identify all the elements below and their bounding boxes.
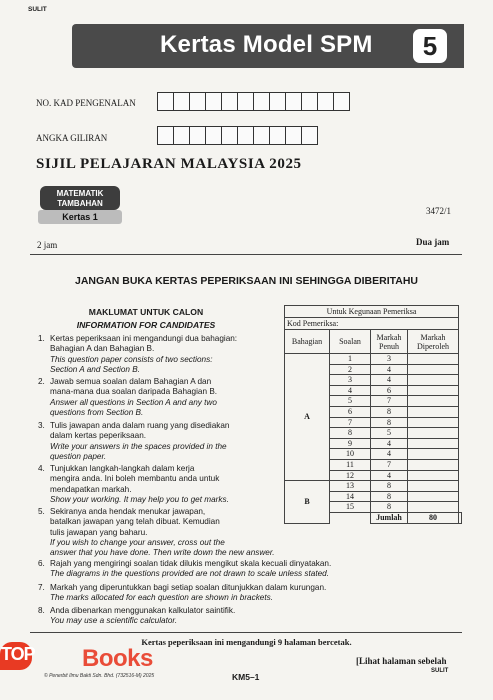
instruction-ms-line: tulis jawapan yang baharu. bbox=[50, 527, 148, 537]
markah-diperoleh-cell[interactable] bbox=[408, 481, 459, 492]
angka-digit-box[interactable] bbox=[173, 126, 190, 145]
ic-digit-box[interactable] bbox=[221, 92, 238, 111]
markah-diperoleh-cell[interactable] bbox=[408, 459, 459, 470]
markah-penuh-cell: 4 bbox=[371, 449, 408, 460]
footer-sulit: SULIT bbox=[431, 668, 449, 674]
sulit-label: SULIT bbox=[28, 6, 47, 13]
soalan-cell: 11 bbox=[330, 459, 371, 470]
instruction-number: 5. bbox=[38, 507, 45, 516]
instruction-item bbox=[38, 583, 478, 604]
instruction-en-line: You may use a scientific calculator. bbox=[50, 616, 178, 626]
table-title: Untuk Kegunaan Pemeriksa bbox=[285, 306, 459, 318]
instruction-number: 6. bbox=[38, 559, 45, 568]
total-obtained-cell[interactable] bbox=[459, 512, 462, 523]
markah-diperoleh-cell[interactable] bbox=[408, 502, 459, 513]
instruction-ms-line: mendapatkan markah. bbox=[50, 484, 132, 494]
instruction-en-line: Write your answers in the spaces provided in the bbox=[50, 441, 227, 451]
instruction-item bbox=[38, 559, 478, 580]
instruction-en-line: If you wish to change your answer, cross out the bbox=[50, 537, 225, 547]
soalan-cell: 6 bbox=[330, 406, 371, 417]
soalan-cell: 9 bbox=[330, 438, 371, 449]
info-heading-ms: MAKLUMAT UNTUK CALON bbox=[88, 307, 204, 317]
markah-penuh-cell: 4 bbox=[371, 470, 408, 481]
next-page-note: [Lihat halaman sebelah bbox=[356, 656, 447, 666]
markah-penuh-cell: 8 bbox=[371, 502, 408, 513]
instruction-number: 4. bbox=[38, 464, 45, 473]
markah-diperoleh-cell[interactable] bbox=[408, 375, 459, 386]
instruction-number: 7. bbox=[38, 583, 45, 592]
markah-diperoleh-cell[interactable] bbox=[408, 491, 459, 502]
ic-digit-box[interactable] bbox=[253, 92, 270, 111]
ic-digit-box[interactable] bbox=[333, 92, 350, 111]
ic-digit-box[interactable] bbox=[189, 92, 206, 111]
subject-line2: TAMBAHAN bbox=[57, 199, 103, 208]
kod-pemeriksa: Kod Pemeriksa: bbox=[285, 318, 459, 330]
markah-penuh-cell: 8 bbox=[371, 481, 408, 492]
pages-note: Kertas peperiksaan ini mengandungi 9 halaman bercetak. bbox=[141, 637, 352, 647]
divider-top bbox=[30, 254, 462, 255]
watermark-top: TOP bbox=[1, 644, 35, 664]
angka-digit-box[interactable] bbox=[285, 126, 302, 145]
divider-bottom bbox=[30, 632, 462, 633]
angka-digit-box[interactable] bbox=[237, 126, 254, 145]
instruction-ms-line: Markah yang diperuntukkan bagi setiap soalan ditunjukkan dalam kurungan. bbox=[50, 583, 327, 592]
instruction-ms-line: Bahagian A dan Bahagian B. bbox=[50, 344, 155, 354]
markah-penuh-cell: 7 bbox=[371, 396, 408, 407]
soalan-cell: 3 bbox=[330, 375, 371, 386]
instruction-ms-line: Rajah yang mengiringi soalan tidak dilukis mengikut skala kecuali dinyatakan. bbox=[50, 559, 332, 568]
markah-penuh-cell: 4 bbox=[371, 438, 408, 449]
markah-diperoleh-cell[interactable] bbox=[408, 396, 459, 407]
angka-digit-box[interactable] bbox=[269, 126, 286, 145]
instruction-ms-line: Anda dibenarkan menggunakan kalkulator saintifik. bbox=[50, 606, 236, 615]
instruction-ms-line: dalam kertas peperiksaan. bbox=[50, 431, 147, 441]
instruction-number: 1. bbox=[38, 334, 45, 343]
subject-line1: MATEMATIK bbox=[56, 189, 104, 198]
duration-right: Dua jam bbox=[416, 237, 450, 247]
instruction-en-line: question paper. bbox=[50, 451, 107, 461]
instruction-number: 2. bbox=[38, 377, 45, 386]
markah-diperoleh-cell[interactable] bbox=[408, 385, 459, 396]
markah-penuh-cell: 7 bbox=[371, 459, 408, 470]
markah-penuh-cell: 8 bbox=[371, 406, 408, 417]
header-markah-penuh: Markah Penuh bbox=[371, 330, 408, 354]
soalan-cell: 7 bbox=[330, 417, 371, 428]
instruction-en-line: Answer all questions in Section A and any two bbox=[50, 397, 217, 407]
angka-digit-box[interactable] bbox=[205, 126, 222, 145]
instruction-number: 8. bbox=[38, 606, 45, 615]
angka-digit-box[interactable] bbox=[189, 126, 206, 145]
soalan-cell: 14 bbox=[330, 491, 371, 502]
soalan-cell: 13 bbox=[330, 481, 371, 492]
instruction-ms-line: Tulis jawapan anda dalam ruang yang disediakan bbox=[50, 421, 230, 430]
copyright: © Penerbit Ilmu Bakti Sdn. Bhd. (732516-M) 2025 bbox=[44, 673, 155, 679]
instruction-en-line: answer that you have done. Then write down the new answer. bbox=[50, 548, 275, 558]
ic-digit-box[interactable] bbox=[157, 92, 174, 111]
markah-diperoleh-cell[interactable] bbox=[408, 449, 459, 460]
instruction-ms-line: Kertas peperiksaan ini mengandungi dua bahagian: bbox=[50, 334, 238, 343]
exam-title: SIJIL PELAJARAN MALAYSIA 2025 bbox=[36, 156, 302, 172]
total-spacer bbox=[330, 512, 371, 523]
info-heading-en: INFORMATION FOR CANDIDATES bbox=[76, 320, 216, 330]
angka-digit-box[interactable] bbox=[253, 126, 270, 145]
ic-digit-box[interactable] bbox=[285, 92, 302, 111]
header-bahagian: Bahagian bbox=[285, 330, 330, 354]
ic-label: NO. KAD PENGENALAN bbox=[36, 98, 136, 108]
angka-giliran-grid[interactable] bbox=[157, 126, 317, 145]
table-row bbox=[285, 481, 462, 492]
markah-penuh-cell: 4 bbox=[371, 364, 408, 375]
markah-diperoleh-cell[interactable] bbox=[408, 438, 459, 449]
ic-digit-box[interactable] bbox=[317, 92, 334, 111]
angka-digit-box[interactable] bbox=[301, 126, 318, 145]
banner-title: Kertas Model SPM bbox=[160, 31, 373, 58]
soalan-cell: 8 bbox=[330, 428, 371, 439]
total-label: Jumlah bbox=[371, 512, 408, 523]
instruction-ms-line: Tunjukkan langkah-langkah dalam kerja bbox=[50, 464, 195, 473]
soalan-cell: 4 bbox=[330, 385, 371, 396]
ic-digit-box[interactable] bbox=[173, 92, 190, 111]
instruction-ms-line: mengira anda. Ini boleh membantu anda untuk bbox=[50, 474, 220, 484]
soalan-cell: 5 bbox=[330, 396, 371, 407]
soalan-cell: 10 bbox=[330, 449, 371, 460]
instruction-ms-line: batalkan jawapan yang telah dibuat. Kemudian bbox=[50, 517, 220, 527]
section-a-cell: A bbox=[285, 354, 330, 481]
markah-diperoleh-cell[interactable] bbox=[408, 354, 459, 365]
soalan-cell: 12 bbox=[330, 470, 371, 481]
instruction-en-line: Section A and Section B. bbox=[50, 364, 140, 374]
instruction-item bbox=[38, 606, 478, 627]
header-markah-diperoleh: Markah Diperoleh bbox=[408, 330, 459, 354]
instruction-en-line: Show your working. It may help you to get marks. bbox=[50, 494, 229, 504]
header-soalan: Soalan bbox=[330, 330, 371, 354]
angka-label: ANGKA GILIRAN bbox=[36, 133, 108, 143]
ic-number-grid[interactable] bbox=[157, 92, 349, 111]
paper-code: 3472/1 bbox=[426, 206, 452, 216]
duration-left: 2 jam bbox=[37, 240, 58, 250]
markah-penuh-cell: 8 bbox=[371, 417, 408, 428]
markah-penuh-cell: 4 bbox=[371, 375, 408, 386]
instruction-number: 3. bbox=[38, 421, 45, 430]
angka-digit-box[interactable] bbox=[221, 126, 238, 145]
instruction-ms-line: Sekiranya anda hendak menukar jawapan, bbox=[50, 507, 206, 516]
instruction-en-line: questions from Section B. bbox=[50, 407, 144, 417]
paper-badge: Kertas 1 bbox=[38, 210, 122, 224]
markah-diperoleh-cell[interactable] bbox=[408, 417, 459, 428]
markah-diperoleh-cell[interactable] bbox=[408, 406, 459, 417]
examiner-table bbox=[284, 305, 462, 524]
instruction-en-line: The diagrams in the questions provided are not drawn to scale unless stated. bbox=[50, 569, 329, 579]
markah-penuh-cell: 5 bbox=[371, 428, 408, 439]
markah-diperoleh-cell[interactable] bbox=[408, 470, 459, 481]
banner-number: 5 bbox=[413, 29, 447, 63]
markah-diperoleh-cell[interactable] bbox=[408, 428, 459, 439]
markah-diperoleh-cell[interactable] bbox=[408, 364, 459, 375]
instruction-en-line: This question paper consists of two sections: bbox=[50, 354, 213, 364]
subject-badge bbox=[40, 186, 120, 210]
soalan-cell: 15 bbox=[330, 502, 371, 513]
angka-digit-box[interactable] bbox=[157, 126, 174, 145]
ic-digit-box[interactable] bbox=[237, 92, 254, 111]
total-value: 80 bbox=[408, 512, 459, 523]
warning-text: JANGAN BUKA KERTAS PEPERIKSAAN INI SEHINGGA DIBERITAHU bbox=[74, 275, 419, 287]
watermark-books: Books bbox=[82, 645, 153, 672]
markah-penuh-cell: 8 bbox=[371, 491, 408, 502]
ic-digit-box[interactable] bbox=[269, 92, 286, 111]
soalan-cell: 2 bbox=[330, 364, 371, 375]
instruction-ms-line: Jawab semua soalan dalam Bahagian A dan bbox=[50, 377, 212, 386]
markah-penuh-cell: 3 bbox=[371, 354, 408, 365]
table-row bbox=[285, 354, 462, 365]
instruction-ms-line: mana-mana dua soalan daripada Bahagian B. bbox=[50, 387, 218, 397]
soalan-cell: 1 bbox=[330, 354, 371, 365]
instruction-en-line: The marks allocated for each question are shown in brackets. bbox=[50, 593, 273, 603]
ic-digit-box[interactable] bbox=[301, 92, 318, 111]
ic-digit-box[interactable] bbox=[205, 92, 222, 111]
page-code: KM5–1 bbox=[232, 672, 260, 682]
markah-penuh-cell: 6 bbox=[371, 385, 408, 396]
section-b-cell: B bbox=[285, 481, 330, 523]
